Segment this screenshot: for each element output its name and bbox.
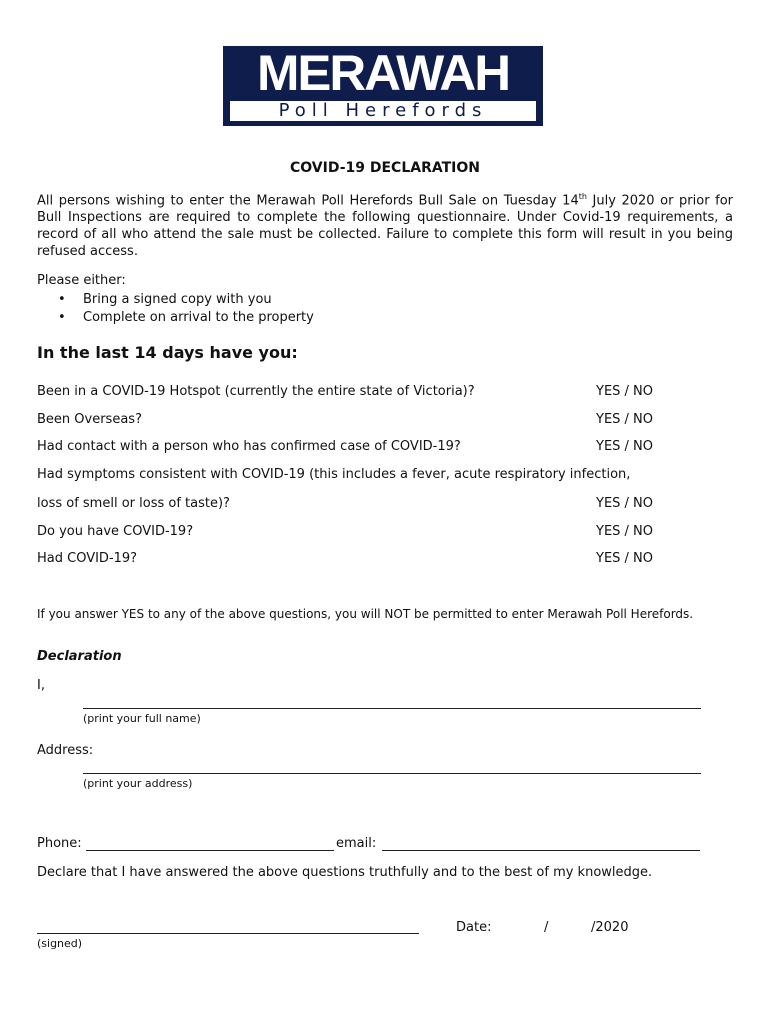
question-symptoms-cont: loss of smell or loss of taste)? — [37, 496, 230, 511]
phone-label: Phone: — [37, 836, 82, 851]
name-label: I, — [37, 678, 45, 693]
answer-contact[interactable]: YES / NO — [596, 439, 654, 454]
logo-wordmark: MERAWAH — [256, 45, 510, 101]
answer-overseas[interactable]: YES / NO — [596, 412, 654, 427]
question-hotspot: Been in a COVID-19 Hotspot (currently the entire state of Victoria)? — [37, 384, 475, 399]
list-item: • Complete on arrival to the property — [58, 309, 314, 327]
question-overseas: Been Overseas? — [37, 412, 142, 427]
email-label: email: — [336, 836, 377, 851]
question-symptoms: Had symptoms consistent with COVID-19 (this includes a fever, acute respiratory infection, — [37, 467, 631, 482]
address-caption: (print your address) — [83, 777, 193, 790]
date-label: Date: — [456, 920, 492, 935]
intro-paragraph — [37, 188, 733, 260]
answer-hotspot[interactable]: YES / NO — [596, 384, 654, 399]
question-contact: Had contact with a person who has confirmed case of COVID-19? — [37, 439, 461, 454]
answer-have-covid[interactable]: YES / NO — [596, 524, 654, 539]
date-separator[interactable]: / — [544, 920, 549, 935]
phone-line[interactable] — [86, 850, 334, 851]
merawah-logo — [223, 46, 543, 126]
please-either-label: Please either: — [37, 273, 126, 288]
name-line[interactable] — [83, 708, 701, 709]
address-line[interactable] — [83, 773, 701, 774]
address-label: Address: — [37, 743, 94, 758]
answer-symptoms[interactable]: YES / NO — [596, 496, 654, 511]
intro-text-start: All persons wishing to enter the Merawah Poll Herefords Bull Sale on Tuesday 14 — [37, 193, 579, 209]
questions-heading: In the last 14 days have you: — [37, 343, 298, 362]
list-item: • Bring a signed copy with you — [58, 291, 314, 309]
answer-had-covid[interactable]: YES / NO — [596, 551, 654, 566]
signature-line[interactable] — [37, 933, 419, 934]
intro-text-end: July 2020 or prior for Bull Inspections are required to complete the following questionnaire. Under Covid-19 requirements, a record of all who attend the sale must be collected. Failure to complete this form will result in you being refused access. — [37, 193, 733, 260]
logo-subtitle: Poll Herefords — [230, 101, 536, 121]
signed-caption: (signed) — [37, 937, 83, 950]
warning-note: If you answer YES to any of the above questions, you will NOT be permitted to enter Merawah Poll Herefords. — [37, 607, 694, 621]
question-had-covid: Had COVID-19? — [37, 551, 138, 566]
page-title: COVID-19 DECLARATION — [289, 160, 480, 176]
email-line[interactable] — [382, 850, 700, 851]
declaration-heading: Declaration — [37, 649, 122, 664]
instruction-list — [58, 291, 314, 327]
date-year[interactable]: /2020 — [591, 920, 629, 935]
name-caption: (print your full name) — [83, 712, 201, 725]
declaration-statement: Declare that I have answered the above questions truthfully and to the best of my knowledge. — [37, 865, 653, 880]
intro-superscript: th — [578, 192, 587, 201]
question-have-covid: Do you have COVID-19? — [37, 524, 194, 539]
